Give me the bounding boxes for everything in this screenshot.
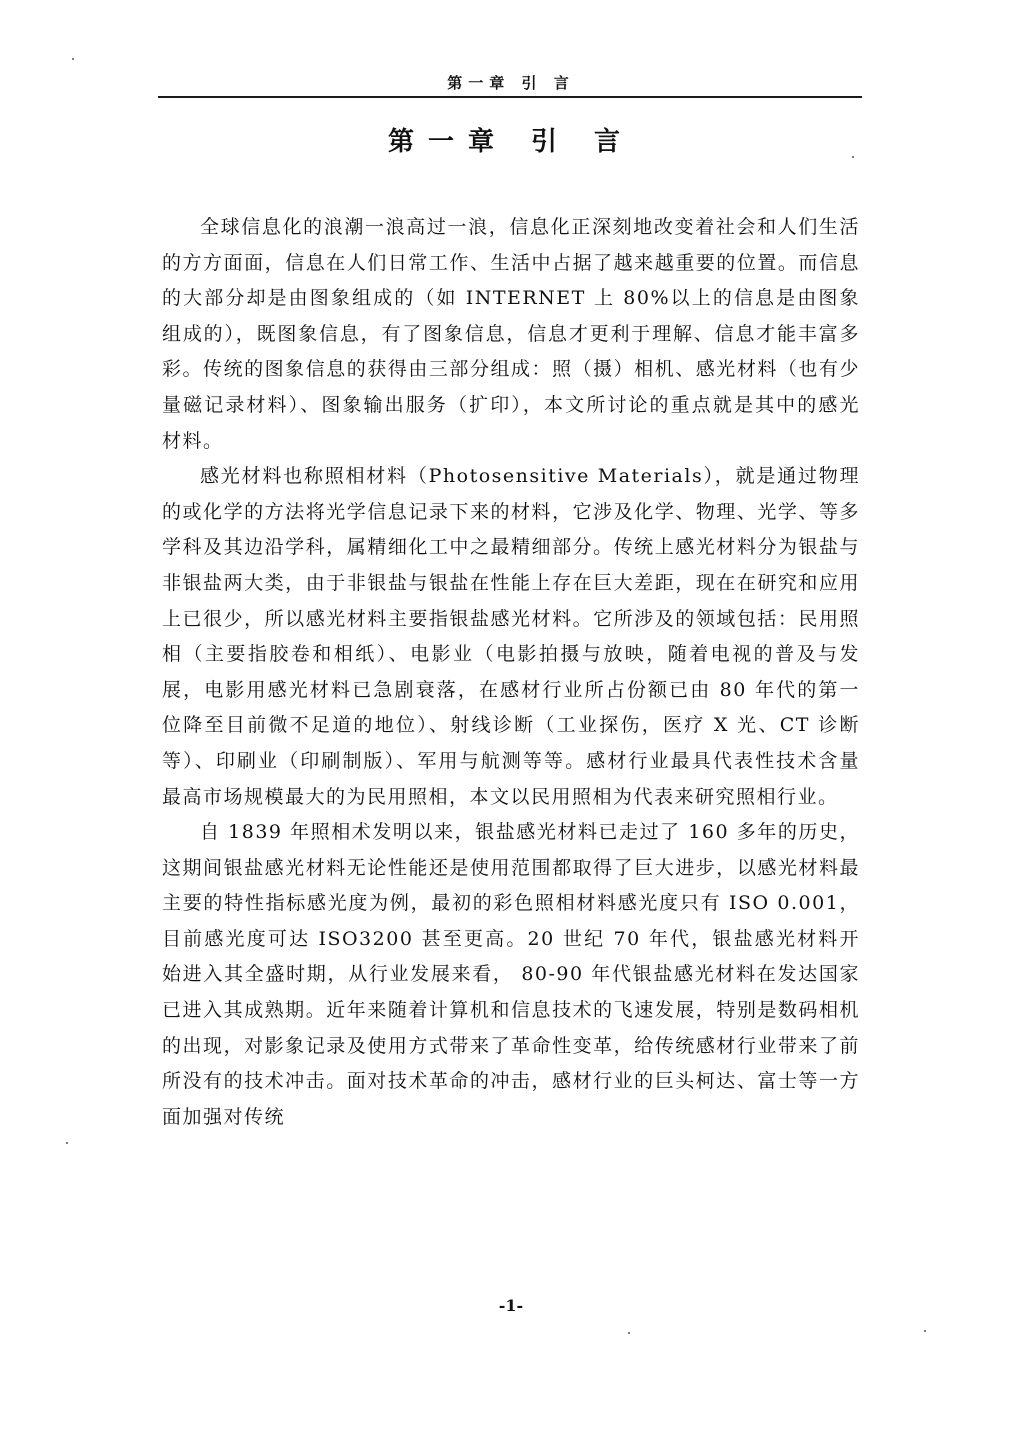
scan-speck xyxy=(924,1330,926,1332)
header-rule xyxy=(158,96,862,98)
body-text xyxy=(162,210,860,1135)
running-header: 第一章 引 言 xyxy=(447,74,575,92)
chapter-title: 第一章 引 言 xyxy=(387,127,635,157)
scan-speck xyxy=(852,156,854,158)
scan-speck xyxy=(66,1142,68,1144)
paragraph-1: 全球信息化的浪潮一浪高过一浪，信息化正深刻地改变着社会和人们生活的方方面面，信息在人们日常工作、生活中占据了越来越重要的位置。而信息的大部分却是由图象组成的（如 INTERNET 上 80%以上的信息是由图象组成的），既图象信息，有了图象信息，信息才更利于理解、信息才能丰富多彩。传统的图象信息的获得由三部分组成：照（摄）相机、感光材料（也有少量磁记录材料）、图象输出服务（扩印），本文所讨论的重点就是其中的感光材料。 xyxy=(162,216,860,452)
paragraph-2: 感光材料也称照相材料（Photosensitive Materials），就是通过物理的或化学的方法将光学信息记录下来的材料，它涉及化学、物理、光学、等多学科及其边沿学科，属精细化工中之最精细部分。传统上感光材料分为银盐与非银盐两大类，由于非银盐与银盐在性能上存在巨大差距，现在在研究和应用上已很少，所以感光材料主要指银盐感光材料。它所涉及的领域包括：民用照相（主要指胶卷和相纸）、电影业（电影拍摄与放映，随着电视的普及与发展，电影用感光材料已急剧衰落，在感材行业所占份额已由 80 年代的第一位降至目前微不足道的地位）、射线诊断（工业探伤，医疗 X 光、CT 诊断等）、印刷业（印刷制版）、军用与航测等等。感材行业最具代表性技术含量最高市场规模最大的为民用照相，本文以民用照相为代表来研究照相行业。 xyxy=(162,465,860,808)
scan-speck xyxy=(72,58,74,60)
page-number: -1- xyxy=(498,1296,524,1315)
scan-speck xyxy=(628,1332,630,1334)
paragraph-3: 自 1839 年照相术发明以来，银盐感光材料已走过了 160 多年的历史，这期间银盐感光材料无论性能还是使用范围都取得了巨大进步，以感光材料最主要的特性指标感光度为例，最初的彩色照相材料感光度只有 ISO 0.001，目前感光度可达 ISO3200 甚至更高。20 世纪 70 年代，银盐感光材料开始进入其全盛时期，从行业发展来看， 80-90 年代银盐感光材料在发达国家已进入其成熟期。近年来随着计算机和信息技术的飞速发展，特别是数码相机的出现，对影象记录及使用方式带来了革命性变革，给传统感材行业带来了前所没有的技术冲击。面对技术革命的冲击，感材行业的巨头柯达、富士等一方面加强对传统 xyxy=(162,821,860,1128)
